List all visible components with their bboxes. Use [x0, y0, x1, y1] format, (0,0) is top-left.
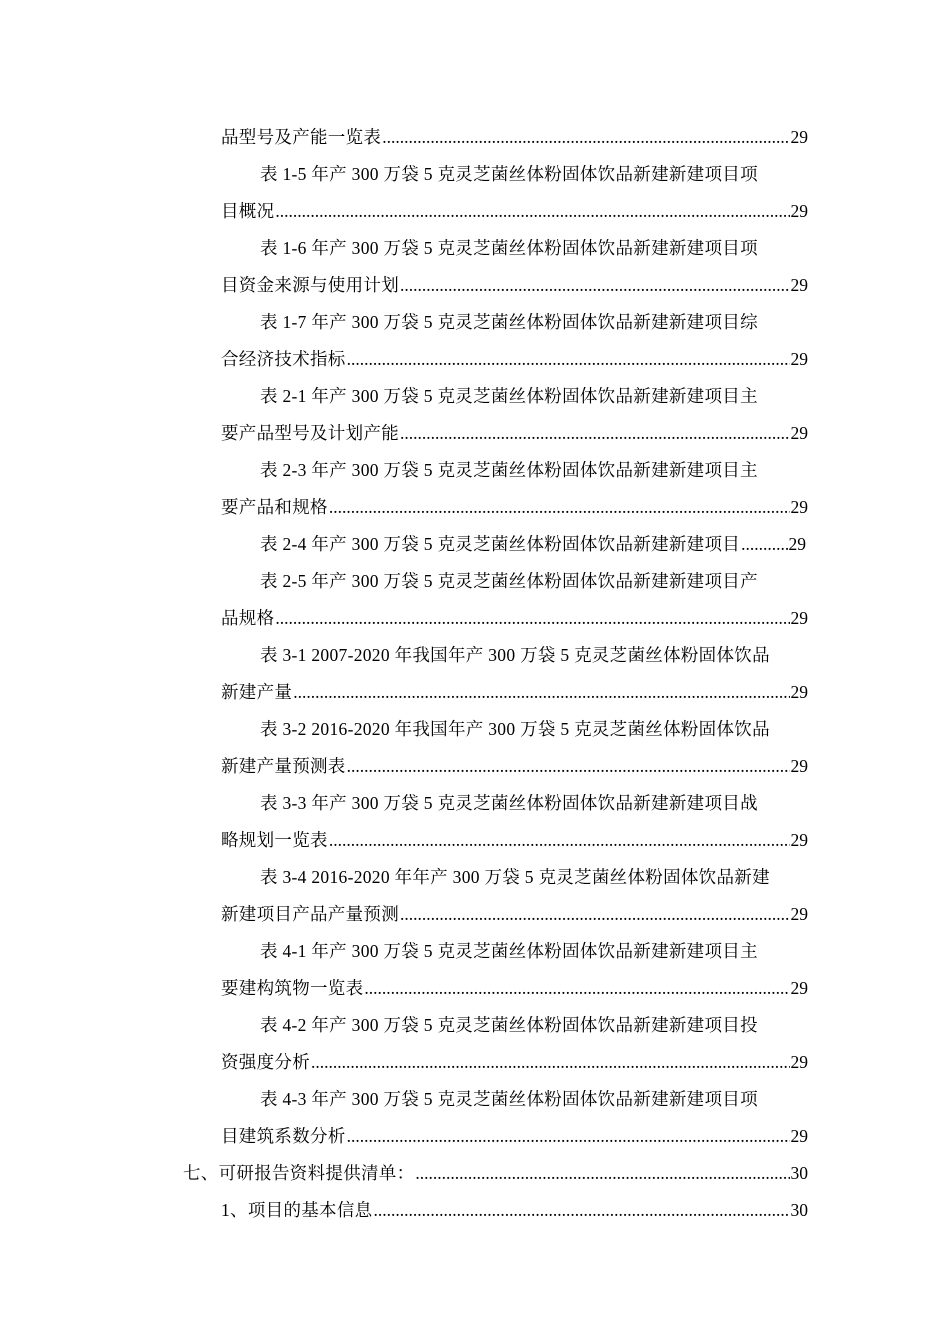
- toc-dot-leader: [415, 1158, 789, 1188]
- toc-entry[interactable]: [221, 122, 808, 152]
- toc-entry[interactable]: [260, 233, 806, 263]
- toc-entry-text: 表 1-7 年产 300 万袋 5 克灵芝菌丝体粉固体饮品新建新建项目综: [260, 312, 758, 332]
- toc-entry-text: 要建构筑物一览表: [221, 978, 364, 998]
- toc-entry[interactable]: [221, 1121, 808, 1151]
- toc-entry-text: 要产品型号及计划产能: [221, 423, 399, 443]
- toc-entry[interactable]: [260, 862, 806, 892]
- toc-dot-leader: [275, 196, 789, 226]
- toc-entry-text: 表 3-1 2007-2020 年我国年产 300 万袋 5 克灵芝菌丝体粉固体饮品: [260, 645, 770, 665]
- toc-entry-text: 品规格: [221, 608, 275, 628]
- toc-entry-text: 品型号及产能一览表: [221, 127, 382, 147]
- toc-entry[interactable]: [260, 307, 806, 337]
- toc-page-number: 29: [790, 978, 808, 998]
- toc-page-number: 29: [790, 423, 808, 443]
- toc-entry-text: 目建筑系数分析: [221, 1126, 346, 1146]
- toc-entry-text: 表 3-2 2016-2020 年我国年产 300 万袋 5 克灵芝菌丝体粉固体饮品: [260, 719, 770, 739]
- toc-dot-leader: [400, 270, 790, 300]
- toc-entry-text: 1、项目的基本信息: [221, 1200, 373, 1220]
- toc-entry-text: 合经济技术指标: [221, 349, 346, 369]
- toc-entry-text: 新建产量预测表: [221, 756, 346, 776]
- toc-entry[interactable]: [221, 677, 808, 707]
- toc-dot-leader: [400, 418, 790, 448]
- toc-page-number: 29: [790, 127, 808, 147]
- toc-entry-text: 表 2-3 年产 300 万袋 5 克灵芝菌丝体粉固体饮品新建新建项目主: [260, 460, 758, 480]
- toc-page-number: 29: [790, 349, 808, 369]
- toc-entry-text: 表 2-4 年产 300 万袋 5 克灵芝菌丝体粉固体饮品新建新建项目: [260, 534, 741, 554]
- toc-entry[interactable]: [221, 270, 808, 300]
- toc-entry[interactable]: [260, 788, 806, 818]
- toc-dot-leader: [329, 825, 790, 855]
- toc-page-number: 30: [790, 1200, 808, 1220]
- toc-entry[interactable]: [260, 714, 806, 744]
- toc-entry[interactable]: [260, 1010, 806, 1040]
- toc-entry-text: 目概况: [221, 201, 275, 221]
- toc-entry[interactable]: [260, 936, 806, 966]
- toc-entry[interactable]: [221, 344, 808, 374]
- toc-entry[interactable]: [221, 973, 808, 1003]
- toc-page-number: 29: [790, 1052, 808, 1072]
- toc-page-number: 29: [790, 756, 808, 776]
- toc-entry-text: 表 4-1 年产 300 万袋 5 克灵芝菌丝体粉固体饮品新建新建项目主: [260, 941, 758, 961]
- toc-page-number: 30: [790, 1163, 808, 1183]
- toc-entry-text: 资强度分析: [221, 1052, 310, 1072]
- toc-page-number: 29: [790, 608, 808, 628]
- toc-entry-text: 表 2-1 年产 300 万袋 5 克灵芝菌丝体粉固体饮品新建新建项目主: [260, 386, 758, 406]
- toc-entry[interactable]: [221, 603, 808, 633]
- toc-entry-text: 略规划一览表: [221, 830, 328, 850]
- toc-dot-leader: [373, 1195, 789, 1225]
- toc-entry-text: 目资金来源与使用计划: [221, 275, 399, 295]
- toc-entry[interactable]: [260, 566, 806, 596]
- toc-page-number: 29: [790, 682, 808, 702]
- toc-dot-leader: [329, 492, 790, 522]
- toc-entry-text: 表 4-3 年产 300 万袋 5 克灵芝菌丝体粉固体饮品新建新建项目项: [260, 1089, 758, 1109]
- toc-entry[interactable]: [221, 418, 808, 448]
- toc-page-number: 29: [790, 275, 808, 295]
- toc-entry[interactable]: [260, 381, 806, 411]
- toc-entry[interactable]: [221, 825, 808, 855]
- toc-page-number: 29: [790, 201, 808, 221]
- toc-entry-text: 表 2-5 年产 300 万袋 5 克灵芝菌丝体粉固体饮品新建新建项目产: [260, 571, 758, 591]
- toc-page-number: 29: [788, 534, 806, 554]
- toc-entry[interactable]: [183, 1158, 808, 1188]
- toc-page-number: 29: [790, 1126, 808, 1146]
- toc-page-number: 29: [790, 830, 808, 850]
- toc-entry[interactable]: [221, 492, 808, 522]
- toc-dot-leader: [382, 122, 789, 152]
- toc-entry[interactable]: [260, 159, 806, 189]
- toc-entry-text: 七、可研报告资料提供清单：: [183, 1163, 415, 1183]
- toc-entry-text: 要产品和规格: [221, 497, 328, 517]
- toc-entry-text: 表 1-5 年产 300 万袋 5 克灵芝菌丝体粉固体饮品新建新建项目项: [260, 164, 758, 184]
- toc-entry[interactable]: [221, 1047, 808, 1077]
- toc-dot-leader: [400, 899, 790, 929]
- toc-entry[interactable]: [221, 1195, 808, 1225]
- toc-entry-text: 表 4-2 年产 300 万袋 5 克灵芝菌丝体粉固体饮品新建新建项目投: [260, 1015, 758, 1035]
- toc-dot-leader: [275, 603, 789, 633]
- toc-dot-leader: [347, 1121, 790, 1151]
- toc-entry[interactable]: [260, 529, 806, 559]
- toc-dot-leader: [741, 529, 787, 559]
- toc-entry[interactable]: [260, 1084, 806, 1114]
- toc-page-number: 29: [790, 904, 808, 924]
- toc-entry[interactable]: [221, 196, 808, 226]
- toc-entry-text: 新建产量: [221, 682, 293, 702]
- toc-entry-text: 表 1-6 年产 300 万袋 5 克灵芝菌丝体粉固体饮品新建新建项目项: [260, 238, 758, 258]
- toc-entry[interactable]: [260, 640, 806, 670]
- toc-entry-text: 表 3-3 年产 300 万袋 5 克灵芝菌丝体粉固体饮品新建新建项目战: [260, 793, 758, 813]
- toc-entry[interactable]: [221, 899, 808, 929]
- toc-entry[interactable]: [221, 751, 808, 781]
- toc-dot-leader: [293, 677, 789, 707]
- toc-dot-leader: [347, 344, 790, 374]
- toc-entry-text: 表 3-4 2016-2020 年年产 300 万袋 5 克灵芝菌丝体粉固体饮品新建: [260, 867, 770, 887]
- toc-page-number: 29: [790, 497, 808, 517]
- toc-entry[interactable]: [260, 455, 806, 485]
- toc-dot-leader: [364, 973, 789, 1003]
- toc-dot-leader: [347, 751, 790, 781]
- toc-entry-text: 新建项目产品产量预测: [221, 904, 399, 924]
- toc-dot-leader: [311, 1047, 790, 1077]
